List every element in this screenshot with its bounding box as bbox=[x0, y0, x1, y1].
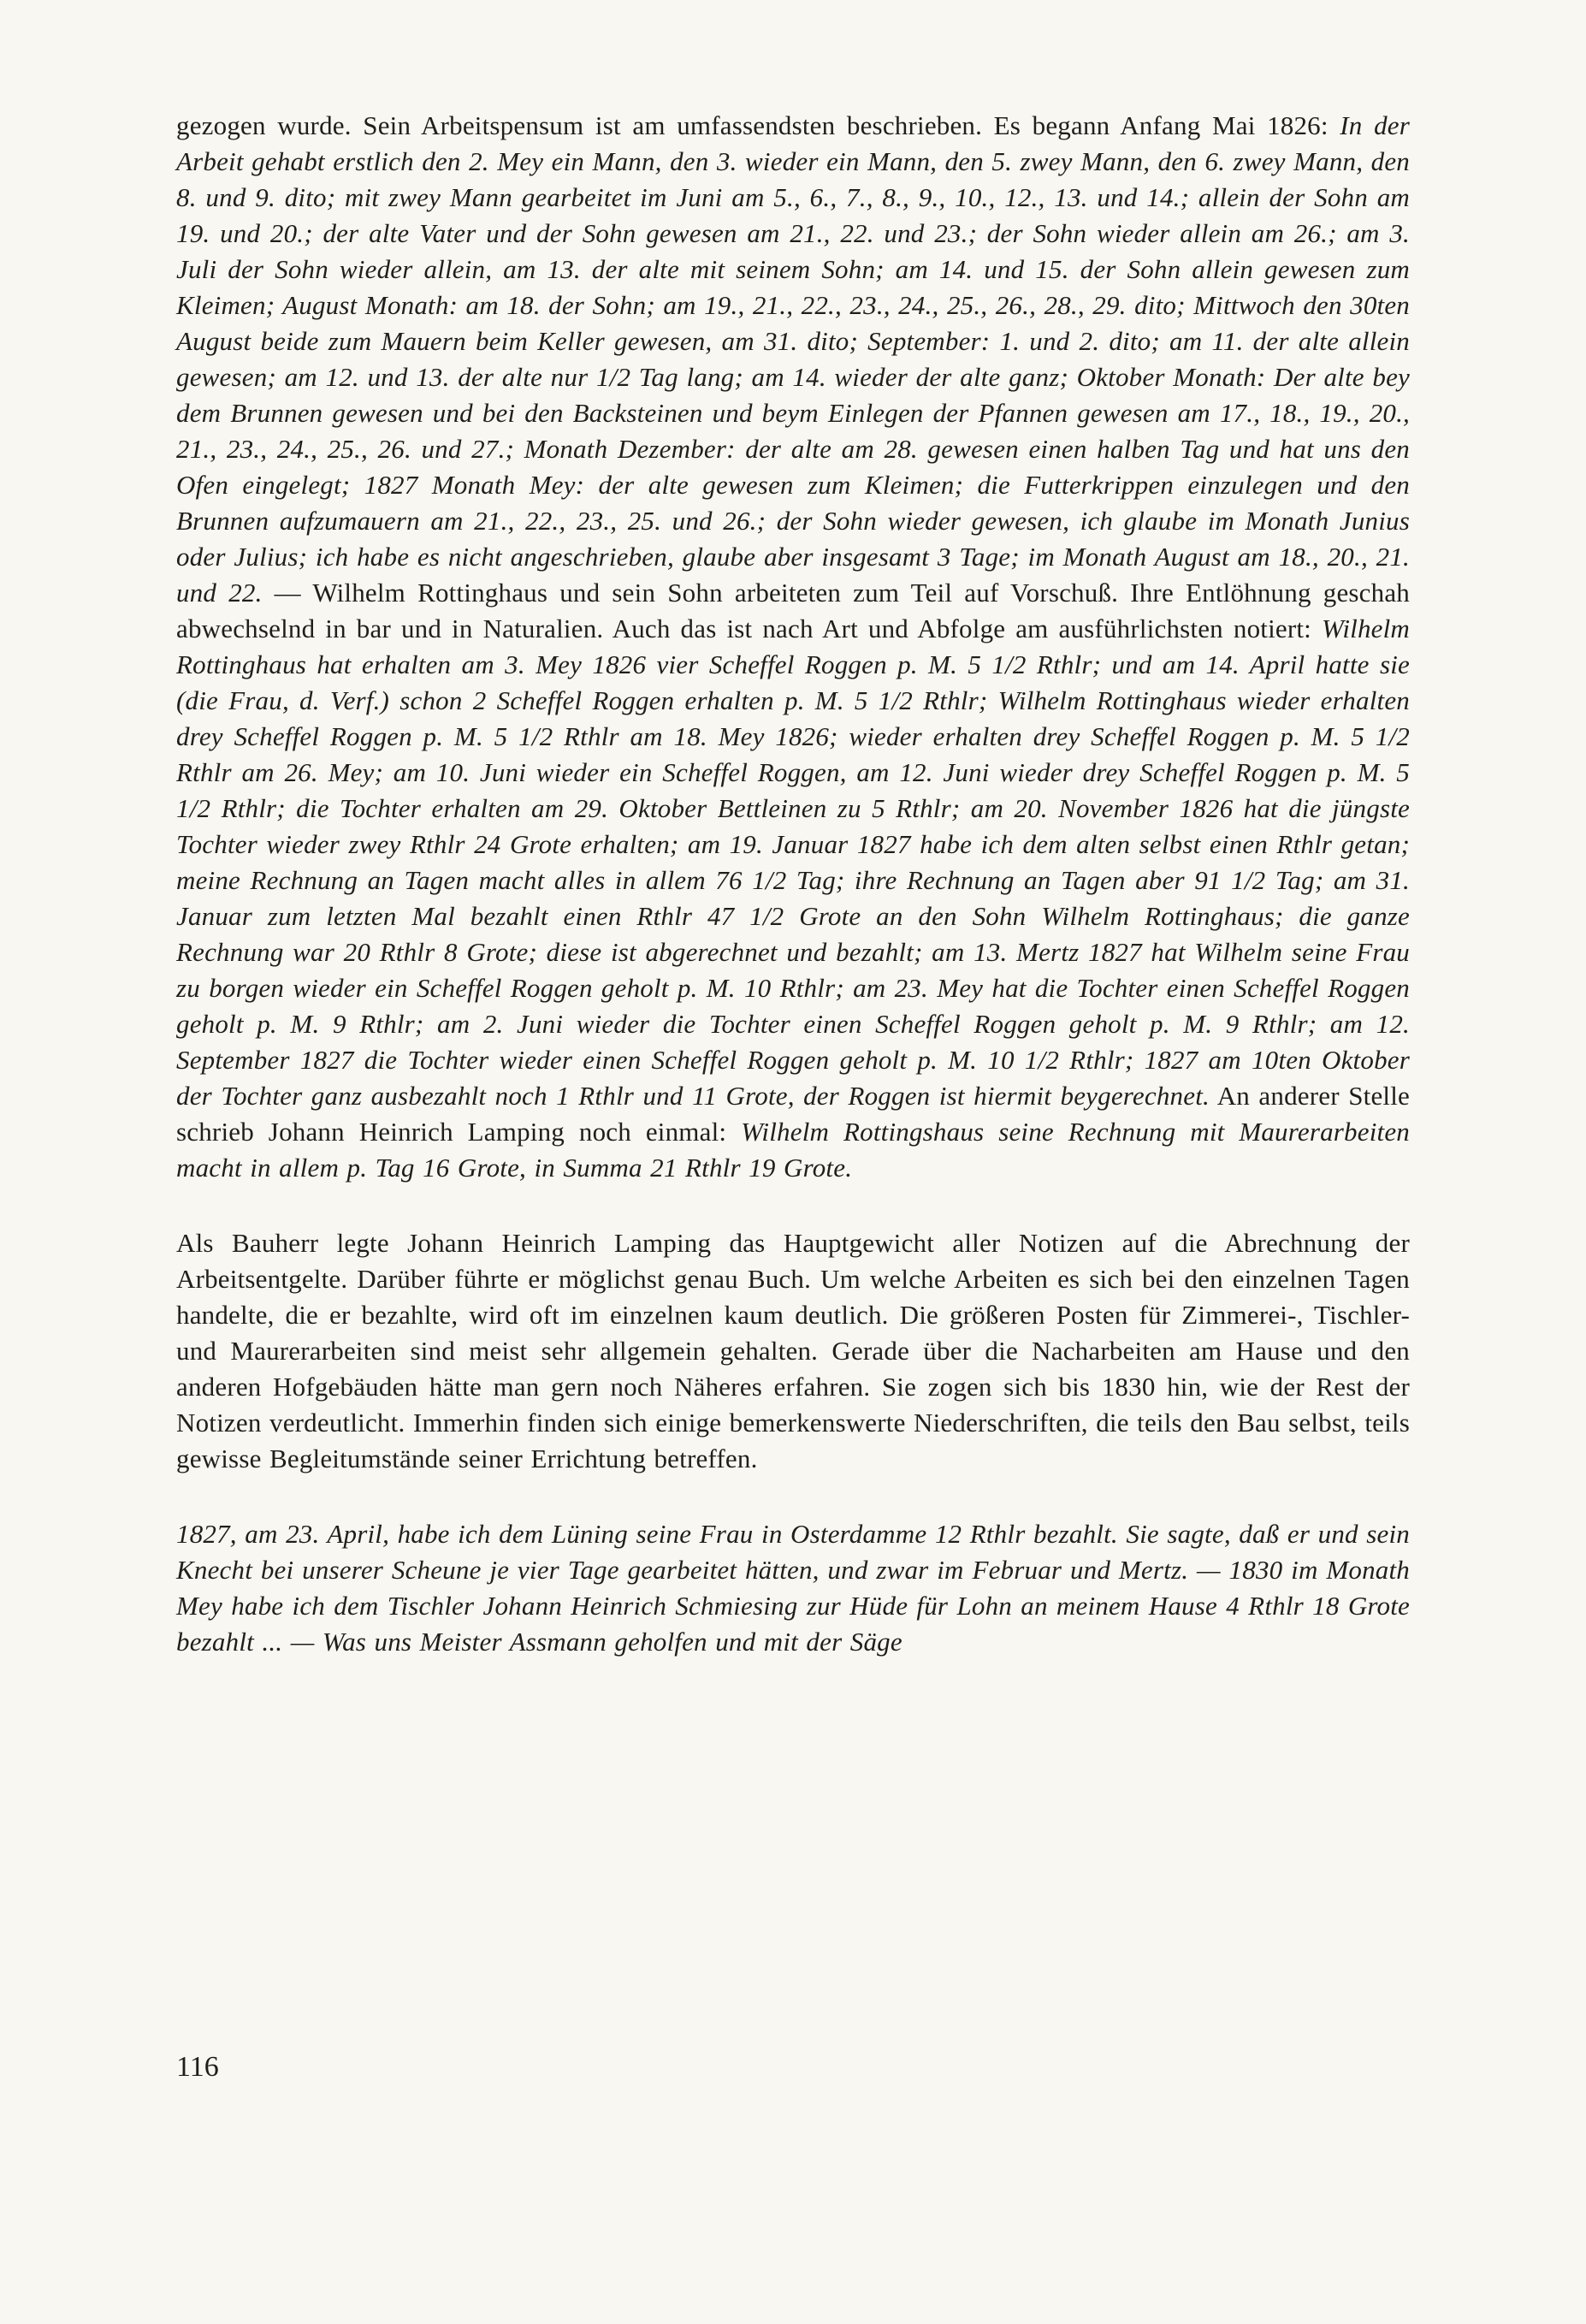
paragraph-1 bbox=[176, 108, 1410, 1186]
text-run-italic: 1827, am 23. April, habe ich dem Lüning seine Frau in Osterdamme 12 Rthlr bezahlt. Sie sagte, daß er und sein Knecht bei unserer Scheune je vier Tage gearbeitet hätten, und zwar im Februar und Mertz. — 1830 im Monath Mey habe ich dem Tischler Johann Heinrich Schmiesing zur Hüde für Lohn an meinem Hause 4 Rthlr 18 Grote bezahlt ... — Was uns Meister Assmann geholfen und mit der Säge bbox=[176, 1519, 1410, 1657]
text-run-italic: Wilhelm Rottinghaus hat erhalten am 3. Mey 1826 vier Scheffel Roggen p. M. 5 1/2 Rthlr; und am 14. April hatte sie (die Frau, d. Verf.) schon 2 Scheffel Roggen erhalten p. M. 5 1/2 Rthlr; Wilhelm Rottinghaus wieder erhalten drey Scheffel Roggen p. M. 5 1/2 Rthlr am 18. Mey 1826; wieder erhalten drey Scheffel Roggen p. M. 5 1/2 Rthlr am 26. Mey; am 10. Juni wieder ein Scheffel Roggen, am 12. Juni wieder drey Scheffel Roggen p. M. 5 1/2 Rthlr; die Tochter erhalten am 29. Oktober Bettleinen zu 5 Rthlr; am 20. November 1826 hat die jüngste Tochter wieder zwey Rthlr 24 Grote erhalten; am 19. Januar 1827 habe ich dem alten selbst einen Rthlr getan; meine Rechnung an Tagen macht alles in allem 76 1/2 Tag; ihre Rechnung an Tagen aber 91 1/2 Tag; am 31. Januar zum letzten Mal bezahlt einen Rthlr 47 1/2 Grote an den Sohn Wilhelm Rottinghaus; die ganze Rechnung war 20 Rthlr 8 Grote; diese ist abgerechnet und bezahlt; am 13. Mertz 1827 hat Wilhelm seine Frau zu borgen wieder ein Scheffel Roggen geholt p. M. 10 Rthlr; am 23. Mey hat die Tochter einen Scheffel Roggen geholt p. M. 9 Rthlr; am 2. Juni wieder die Tochter einen Scheffel Roggen geholt p. M. 9 Rthlr; am 12. September 1827 die Tochter wieder einen Scheffel Roggen geholt p. M. 10 1/2 Rthlr; 1827 am 10ten Oktober der Tochter ganz ausbezahlt noch 1 Rthlr und 11 Grote, der Roggen ist hiermit beygerechnet. bbox=[176, 614, 1410, 1111]
text-run-roman: — Wilhelm Rottinghaus und sein Sohn arbeiteten zum Teil auf Vorschuß. Ihre Entlöhnung geschah abwechselnd in bar und in Naturalien. Auch das ist nach Art und Abfolge am ausführlichsten notiert: bbox=[176, 578, 1410, 643]
text-run-roman: An anderer Stelle schrieb Johann Heinrich Lamping noch einmal: bbox=[176, 1081, 1410, 1147]
page-number: 116 bbox=[176, 2051, 219, 2083]
text-run-roman: Als Bauherr legte Johann Heinrich Lamping das Hauptgewicht aller Notizen auf die Abrechnung der Arbeitsentgelte. Darüber führte er möglichst genau Buch. Um welche Arbeiten es sich bei den einzelnen Tagen handelte, die er bezahlte, wird oft im einzelnen kaum deutlich. Die größeren Posten für Zimmerei-, Tischler- und Maurerarbeiten sind meist sehr allgemein gehalten. Gerade über die Nacharbeiten am Hause und den anderen Hofgebäuden hätte man gern noch Näheres erfahren. Sie zogen sich bis 1830 hin, wie der Rest der Notizen verdeutlicht. Immerhin finden sich einige bemerkenswerte Niederschriften, die teils den Bau selbst, teils gewisse Begleitumstände seiner Errichtung betreffen. bbox=[176, 1228, 1410, 1473]
text-run-italic: Wilhelm Rottingshaus seine Rechnung mit Maurerarbeiten macht in allem p. Tag 16 Grote, in Summa 21 Rthlr 19 Grote. bbox=[176, 1117, 1410, 1183]
text-run-italic: In der Arbeit gehabt erstlich den 2. Mey ein Mann, den 3. wieder ein Mann, den 5. zwey Mann, den 6. zwey Mann, den 8. und 9. dito; mit zwey Mann gearbeitet im Juni am 5., 6., 7., 8., 9., 10., 12., 13. und 14.; allein der Sohn am 19. und 20.; der alte Vater und der Sohn gewesen am 21., 22. und 23.; der Sohn wieder allein am 26.; am 3. Juli der Sohn wieder allein, am 13. der alte mit seinem Sohn; am 14. und 15. der Sohn allein gewesen zum Kleimen; August Monath: am 18. der Sohn; am 19., 21., 22., 23., 24., 25., 26., 28., 29. dito; Mittwoch den 30ten August beide zum Mauern beim Keller gewesen, am 31. dito; September: 1. und 2. dito; am 11. der alte allein gewesen; am 12. und 13. der alte nur 1/2 Tag lang; am 14. wieder der alte ganz; Oktober Monath: Der alte bey dem Brunnen gewesen und bei den Backsteinen und beym Einlegen der Pfannen gewesen am 17., 18., 19., 20., 21., 23., 24., 25., 26. und 27.; Monath Dezember: der alte am 28. gewesen einen halben Tag und hat uns den Ofen eingelegt; 1827 Monath Mey: der alte gewesen zum Kleimen; die Futterkrippen einzulegen und den Brunnen aufzumauern am 21., 22., 23., 25. und 26.; der Sohn wieder gewesen, ich glaube im Monath Junius oder Julius; ich habe es nicht angeschrieben, glaube aber insgesamt 3 Tage; im Monath August am 18., 20., 21. und 22. bbox=[176, 110, 1410, 608]
paragraph-2 bbox=[176, 1225, 1410, 1477]
paragraph-3 bbox=[176, 1516, 1410, 1660]
text-run-roman: gezogen wurde. Sein Arbeitspensum ist am umfassendsten beschrieben. Es begann Anfang Mai 1826: bbox=[176, 110, 1340, 140]
